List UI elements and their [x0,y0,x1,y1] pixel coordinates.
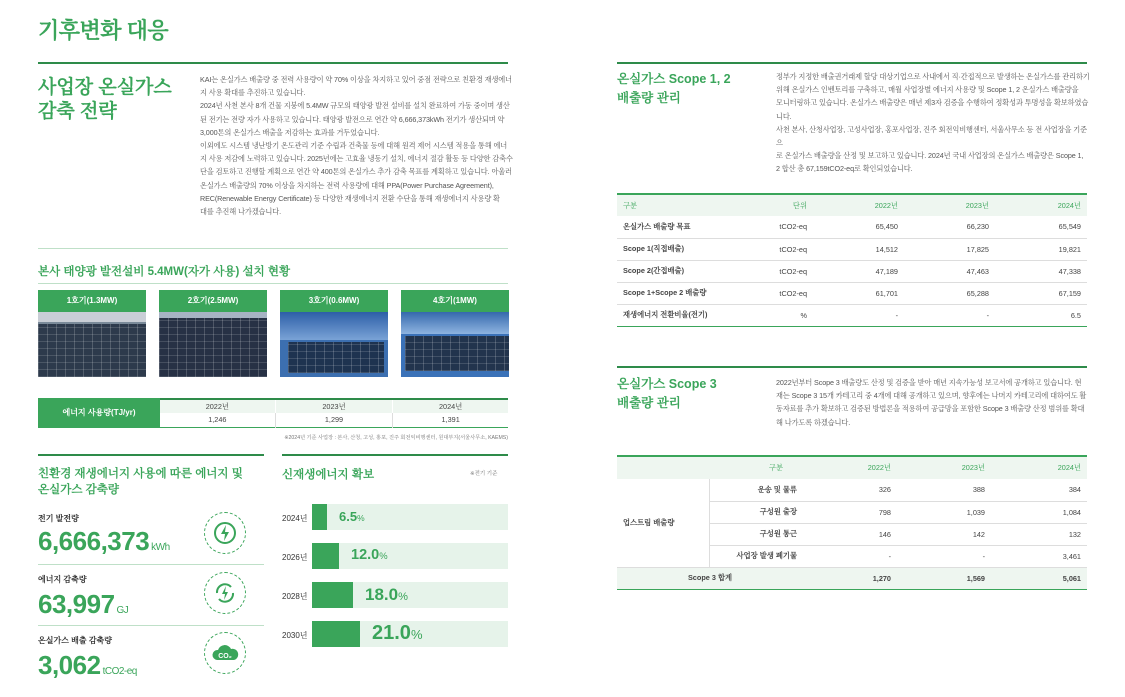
effect-divider [38,454,264,456]
solar-unit-1-label: 1호기(1.3MW) [38,290,146,312]
row-value: 17,825 [966,244,989,254]
scope12-line: 2 합산 총 67,159tCO2-eq로 확인되었습니다. [776,164,913,174]
scope12-title-line1: 온실가스 Scope 1, 2 [617,72,731,86]
table-row-total [617,567,1087,589]
kpi-ghg-number: 3,062 [38,650,101,680]
row-value: 1,084 [991,501,1087,523]
bar-track [312,543,508,569]
kpi-divider [38,564,264,565]
row-label: Scope 1+Scope 2 배출량 [623,288,707,297]
scope12-title-line2: 배출량 관리 [617,91,681,105]
page-title: 기후변화 대응 [38,18,169,43]
scope3-line: 재는 Scope 3 15개 카테고리 중 4개에 대해 공개하고 있으며, 향후에는 나머지 카테고리에 대하여도 활 [776,391,1087,401]
scope3-title [617,375,717,413]
row-value: 67,159 [1058,288,1081,298]
bar-value [339,509,365,524]
scope3-header: 2022년 [867,463,891,472]
scope3-header: 2024년 [1057,463,1081,472]
energy-year: 2023년 [275,400,393,413]
renewable-note: ※전기 기준 [470,471,498,477]
renewable-divider [282,454,508,456]
kpi-energy-unit: GJ [116,605,129,616]
row-value: - [803,545,897,567]
scope12-line: 사천 본사, 산청사업장, 고성사업장, 홍포사업장, 진주 회전익비행센터, 서울사무소 등 전 사업장을 기준으 [776,124,1087,148]
total-value: 1,270 [872,573,891,583]
solar-unit-4-photo [401,312,509,377]
bar-year-label: 2026년 [282,553,308,562]
bar-value-percent: % [379,550,388,562]
row-value: 65,288 [966,288,989,298]
scope3-line: 동자료를 추가 확보하고 검증된 방법론을 적용하여 공급망을 포함한 Scope 3 배출량 산정 범위를 확대 [776,404,1085,414]
solar-unit-4-label: 4호기(1MW) [401,290,509,312]
row-value: - [895,310,898,320]
bar-year-label: 2024년 [282,514,308,523]
solar-unit-1-photo [38,312,146,377]
row-label: Scope 1(직접배출) [623,244,685,253]
scope3-title-line2: 배출량 관리 [617,396,681,410]
bar-track [312,582,508,608]
row-value: 65,450 [875,222,898,232]
scope12-header: 2022년 [874,200,898,210]
scope3-line: 2022년부터 Scope 3 배출량도 산정 및 검증을 받아 매년 지속가능성 보고서에 공개하고 있습니다. 현 [776,378,1082,387]
row-value: 6.5 [1070,310,1081,320]
row-value: 3,461 [991,545,1087,567]
strategy-title-line1: 사업장 온실가스 [38,77,172,98]
table-row [617,479,1087,501]
strategy-line: 지 사용 확대를 추진하고 있습니다. [200,88,306,98]
row-value: 384 [991,479,1087,501]
table-row [617,260,1087,282]
row-label: 사업장 발생 폐기물 [709,545,803,567]
row-label: 구성원 통근 [709,523,803,545]
solar-unit-2-photo [159,312,267,377]
scope12-table [617,193,1087,327]
energy-year: 2024년 [439,401,463,411]
kpi-energy-label: 에너지 감축량 [38,575,87,584]
solar-title: 본사 태양광 발전설비 5.4MW(자가 사용) 설치 현황 [38,266,291,278]
bar-fill [312,504,327,530]
bar-fill [312,543,339,569]
energy-year: 2022년 [160,400,275,413]
scope3-line: 해 나가도록 하겠습니다. [776,417,851,427]
effect-title [38,466,243,498]
energy-value: 1,299 [275,413,393,427]
effect-title-line2: 온실가스 감축량 [38,484,119,496]
row-unit: tCO2-eq [779,288,807,298]
scope3-table [617,455,1087,590]
row-value: 146 [803,523,897,545]
row-label: 운송 및 물류 [709,479,803,501]
kpi-ghg-unit: tCO2-eq [102,666,137,677]
table-row [617,216,1087,238]
bar-year-label: 2030년 [282,631,308,640]
row-value: 132 [991,523,1087,545]
scope3-divider [617,366,1087,368]
scope12-header: 2023년 [965,200,989,210]
total-label: Scope 3 합계 [687,573,733,582]
strategy-body [200,73,515,218]
bar-value [372,622,423,645]
strategy-title [38,76,172,124]
row-label: Scope 2(간접배출) [623,266,685,275]
scope12-header: 구분 [623,200,638,210]
scope12-line: 모니터링하고 있습니다. 온실가스 배출량은 매년 제3자 검증을 수행하여 정확성과 투명성을 확보하였습 [776,98,1089,108]
bar-year-label: 2028년 [282,592,308,601]
row-unit: % [800,310,807,320]
bar-value-number: 6.5 [339,509,358,525]
kpi-divider [38,625,264,626]
row-value: 47,189 [875,266,898,276]
bar-value-percent: % [398,590,408,603]
row-value: 1,039 [897,501,991,523]
kpi-electricity-label: 전기 발전량 [38,514,79,523]
renewable-title: 신재생에너지 확보 [282,469,375,481]
scope12-header: 단위 [792,200,807,210]
solar-unit-3-photo [280,312,388,377]
strategy-line: 3,000톤의 온실가스 배출을 저감하는 효과를 거두었습니다. [200,127,380,137]
co2-cloud-icon [204,632,246,674]
strategy-line: KAI는 온실가스 배출량 중 전력 사용량이 약 70% 이상을 차지하고 있어 중점 전략으로 친환경 재생에너 [200,75,512,84]
scope12-line: 니다. [776,111,792,121]
energy-recycle-icon [204,572,246,614]
row-value: 47,338 [1058,266,1081,276]
row-label: 구성원 출장 [709,501,803,523]
row-value: 19,821 [1058,244,1081,254]
scope3-title-line1: 온실가스 Scope 3 [617,377,717,391]
row-value: 65,549 [1058,222,1081,232]
bar-fill [312,621,360,647]
solar-top-divider [38,248,508,249]
bar-value [365,585,408,605]
kpi-electricity-number: 6,666,373 [38,526,150,556]
row-value: 142 [897,523,991,545]
row-value: 61,701 [875,288,898,298]
bar-fill [312,582,353,608]
row-value: - [986,310,989,320]
kpi-ghg-label: 온실가스 배출 감축량 [38,636,112,645]
power-icon [204,512,246,554]
solar-unit-3-label: 3호기(0.6MW) [280,290,388,312]
energy-row-label: 에너지 사용량(TJ/yr) [38,398,160,428]
strategy-line: 지 사용 저감에 노력하고 있습니다. 2025년에는 고효율 냉동기 설치, 에너지 절감 활동 등 다양한 감축수 [200,154,513,164]
kpi-energy-number: 63,997 [38,589,115,619]
scope12-line: 정부가 지정한 배출권거래제 할당 대상기업으로 사내에서 직·간접적으로 발생하는 온실가스를 관리하기 [776,72,1090,81]
row-value: 388 [897,479,991,501]
strategy-line: 온실가스 배출량의 70% 이상을 차지하는 전력 사용량에 대해 PPA(Power Purchase Agreement), [200,180,494,190]
scope12-body [776,70,1091,176]
table-row [617,238,1087,260]
strategy-line: REC(Renewable Energy Certificate) 등 다양한 재생에너지 전환 수단을 통해 재생에너지 사용량 확 [200,193,500,203]
kpi-energy-value [38,589,128,620]
effect-title-line1: 친환경 재생에너지 사용에 따른 에너지 및 [38,468,243,480]
scope3-header: 2023년 [961,463,985,472]
row-value: 326 [803,479,897,501]
energy-value: 1,246 [160,413,275,427]
total-value: 5,061 [1062,573,1081,583]
row-label: 온실가스 배출량 목표 [623,221,691,231]
scope3-header: 구분 [768,463,783,472]
bar-value-number: 21.0 [372,622,411,644]
bar-value [351,547,388,563]
row-label: 재생에너지 전환비율(전기) [623,310,708,319]
strategy-line: 2024년 사천 본사 8개 건물 지붕에 5.4MW 규모의 태양광 발전 설비를 설치 완료하여 가동 중이며 생산 [200,101,510,111]
strategy-line: 단을 검토하고 진행할 계획으로 연간 약 400톤의 온실가스 추가 감축 목표를 계획하고 있습니다. 아울러 [200,167,512,177]
row-unit: tCO2-eq [779,266,807,276]
row-value: 14,512 [875,244,898,254]
total-value: 1,569 [966,573,985,583]
kpi-electricity-unit: kWh [151,542,170,553]
scope12-divider [617,62,1087,64]
row-value: 66,230 [966,222,989,232]
solar-title-divider [38,283,508,284]
row-value: 47,463 [966,266,989,276]
bar-value-percent: % [410,627,423,642]
table-row [617,304,1087,326]
row-unit: tCO2-eq [779,222,807,232]
table-row [617,282,1087,304]
row-value: 798 [803,501,897,523]
strategy-line: 된 전기는 전량 자가 사용하고 있습니다. 태양광 발전으로 연간 약 6,666,373kWh 전기가 생산되며 약 [200,114,505,124]
scope3-body [776,376,1091,429]
bar-value-percent: % [357,513,365,524]
bar-value-number: 18.0 [365,584,399,604]
row-value: - [897,545,991,567]
scope3-group-label: 업스트림 배출량 [617,479,709,567]
strategy-line: 이외에도 시스템 냉난방기 온도관리 기준 수립과 건축물 등에 대해 원격 제어 시스템 적용을 통해 에너 [200,141,508,151]
svg-text:CO₂: CO₂ [218,653,232,660]
solar-note: ※2024년 기준 사업장 : 본사, 산청, 고성, 홍포, 진주 회전익비행센터, 원대부지(서울사무소, KAEMS) [284,435,508,441]
bar-value-number: 12.0 [351,547,380,564]
energy-value: 1,391 [441,415,460,425]
scope12-line: 로 온실가스 배출량을 산정 및 보고하고 있습니다. 2024년 국내 사업장의 온실가스 배출량은 Scope 1, [776,151,1084,161]
scope12-header: 2024년 [1057,200,1081,210]
row-unit: tCO2-eq [779,244,807,254]
kpi-electricity-value [38,526,170,557]
kpi-ghg-value [38,650,137,681]
scope12-title [617,70,731,108]
strategy-line: 대를 추진해 나가겠습니다. [200,207,281,217]
title-divider [38,62,508,64]
solar-unit-2-label: 2호기(2.5MW) [159,290,267,312]
scope12-line: 위해 온실가스 인벤토리를 구축하고, 매월 사업장별 에너지 사용량 및 Scope 1, 2 온실가스 배출량을 [776,85,1079,95]
energy-table [160,400,508,428]
strategy-title-line2: 감축 전략 [38,101,117,122]
